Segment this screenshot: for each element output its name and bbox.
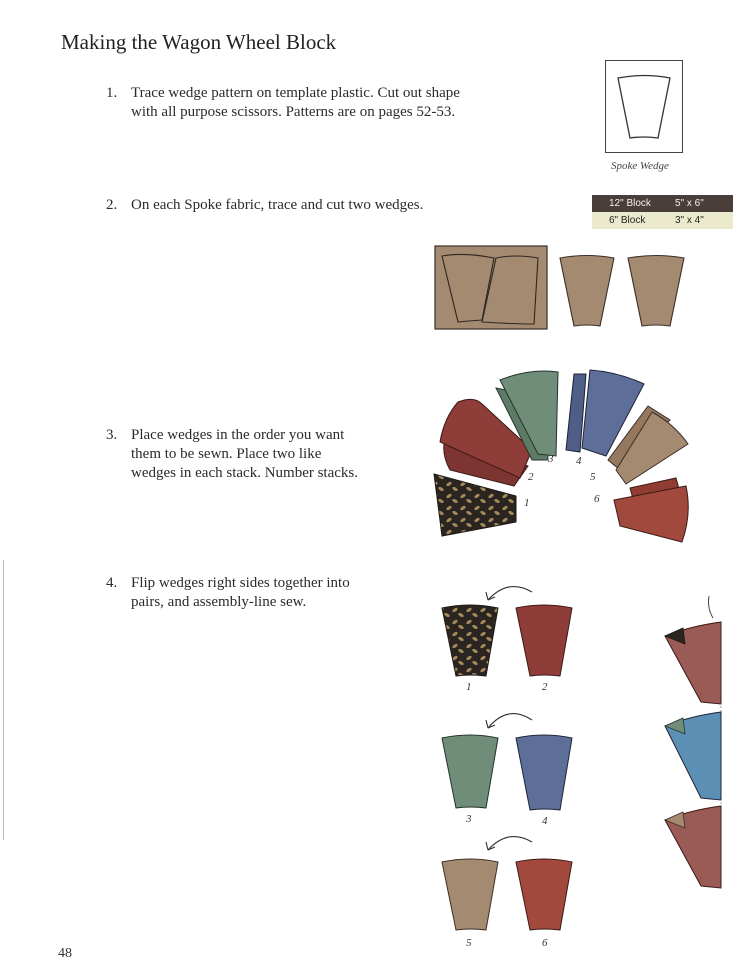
cut-wedge (628, 256, 684, 327)
stack-number: 1 (524, 497, 530, 509)
pair-wedge (516, 605, 572, 676)
step-text: On each Spoke fabric, trace and cut two wedges. (131, 197, 424, 213)
thread-icon (709, 596, 714, 618)
stack-number: 6 (594, 493, 600, 505)
step-text: Trace wedge pattern on template plastic. Cut out shape with all purpose scissors. Patterns are on pages 52-53. (131, 85, 460, 120)
page-number: 48 (58, 946, 72, 961)
size-row (592, 212, 733, 229)
pair-wedge (516, 859, 572, 930)
step-number: 1. (106, 85, 118, 101)
pair-label: 4 (542, 815, 548, 827)
pair-label: 1 (466, 681, 472, 693)
flip-arrow-icon (488, 714, 532, 728)
flip-pairs-illustration (436, 570, 586, 949)
stack-number: 5 (590, 471, 596, 483)
pair-wedge (516, 735, 572, 810)
pair-wedge (442, 605, 498, 676)
step-number: 4. (106, 575, 118, 591)
arrowhead-icon (486, 842, 495, 850)
block-size-table (592, 195, 733, 229)
step-number: 2. (106, 197, 118, 213)
stack-number: 4 (576, 455, 582, 467)
pair-label: 3 (466, 813, 472, 825)
sewn-pairs-illustration (663, 592, 745, 892)
stack-number: 2 (528, 471, 534, 483)
size-dims: 3" x 4" (675, 215, 704, 226)
pair-label: 2 (542, 681, 548, 693)
pair-label: 5 (466, 937, 472, 949)
pair-label: 6 (542, 937, 548, 949)
page-edge-mark (3, 560, 4, 840)
template-caption: Spoke Wedge (611, 160, 669, 172)
size-label: 6" Block (609, 215, 646, 226)
stack-number: 3 (548, 453, 554, 465)
arrowhead-icon (486, 720, 495, 728)
wedge-outline-icon (606, 61, 682, 152)
step-text: Place wedges in the order you want them to be sewn. Place two like wedges in each stack. Number stacks. (131, 427, 359, 481)
step-number: 3. (106, 427, 118, 443)
wedge-fan-illustration (430, 360, 740, 560)
pair-wedge (442, 859, 498, 930)
cut-wedges-illustration (434, 244, 734, 334)
cut-wedge (560, 256, 614, 327)
fabric-piece (435, 246, 547, 329)
pair-wedge (442, 735, 498, 808)
flip-arrow-icon (488, 837, 532, 850)
size-dims: 5" x 6" (675, 198, 704, 209)
page-title: Making the Wagon Wheel Block (61, 30, 337, 54)
arrowhead-icon (486, 592, 495, 600)
spoke-wedge-template (605, 60, 683, 153)
size-label: 12" Block (609, 198, 651, 209)
step-text: Flip wedges right sides together into pairs, and assembly-line sew. (131, 575, 350, 610)
size-row (592, 195, 733, 212)
flip-arrow-icon (488, 587, 532, 600)
fan-wedge-6 (614, 478, 688, 542)
